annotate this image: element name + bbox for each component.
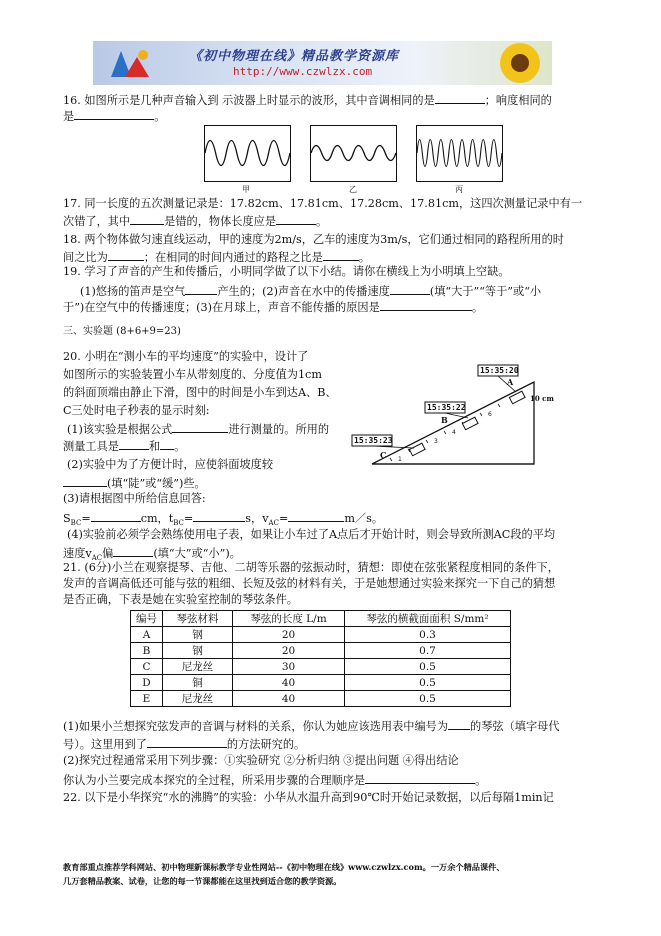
q18-line1: 18. 两个物体做匀速直线运动，甲的速度为2m/s，乙车的速度为3m/s，它们通过相同的路程所用的时	[63, 233, 564, 246]
q19-text-d: 于”)在空气中的传播速度；(3)在月球上，声音不能传播的原因是	[63, 301, 380, 314]
q20-line2: 如图所示的实验装置小车从带刻度的、分度值为1cm	[63, 368, 322, 381]
footer-line2: 几万套精品教案、试卷，让您的每一节课都能在这里找到适合您的教学资源。	[63, 876, 342, 886]
q21-blank-strings[interactable]	[448, 718, 470, 730]
svg-text:3: 3	[434, 438, 438, 445]
q19-text-c: (填“大于”“等于”或“小	[429, 285, 542, 298]
q20-line5	[67, 421, 329, 437]
svg-text:4: 4	[452, 429, 456, 436]
q17-text-b: 是错的，物体长度应是	[164, 215, 277, 228]
q16-text-end: ；响度相同的	[484, 94, 552, 107]
q20-line8	[63, 475, 206, 491]
q21-p4-text: 你认为小兰要完成本探究的全过程，所采用步骤的合理顺序是	[63, 774, 366, 787]
q20-text-6b: 和	[148, 440, 161, 453]
cell-area: 0.5	[345, 691, 511, 707]
q20-blank-vac[interactable]	[288, 510, 344, 522]
cell-id: B	[131, 643, 163, 659]
q20-blank-sbc[interactable]	[91, 510, 141, 522]
q20-blank-formula[interactable]	[172, 421, 228, 433]
q20-blank-tool1[interactable]	[119, 438, 149, 450]
cell-area: 0.5	[345, 659, 511, 675]
cell-material: 钢	[163, 643, 233, 659]
q21-p2	[63, 736, 305, 752]
time-b: 15:35:22	[427, 403, 466, 412]
q19-line1: 19. 学习了声音的产生和传播后，小明同学做了以下小结。请你在横线上为小明填上空缺。	[63, 265, 510, 278]
cell-material: 铜	[163, 675, 233, 691]
q19-line2	[80, 283, 541, 299]
q20-v-label: s，v	[245, 512, 269, 525]
footer-line1: 教育部重点推荐学科网站、初中物理新课标教学专业性网站--《初中物理在线》www.czwlzx.com。一万余个精品课件、	[63, 862, 505, 872]
q20-text-5a: (1)该实验是根据公式	[67, 423, 173, 436]
wave-label-jia: 甲	[242, 185, 250, 194]
q20-eq3: =	[278, 512, 289, 525]
table-header-row	[131, 611, 511, 627]
banner-title: 《初中物理在线》精品教学资源库	[189, 49, 400, 64]
q20-eq1: =	[81, 512, 91, 525]
header-cell: 琴弦的长度 L/m	[233, 611, 345, 627]
q18-text-a: 间之比为	[63, 251, 108, 264]
cell-length: 30	[233, 659, 345, 675]
q20-blank-tbc[interactable]	[193, 510, 245, 522]
header-cell: 琴弦的横截面面积 S/mm²	[345, 611, 511, 627]
q20-v-sub: AC	[268, 519, 279, 528]
waveform-bing	[416, 125, 503, 182]
q19-line3	[63, 299, 483, 315]
time-a: 15:35:20	[480, 366, 519, 375]
ramp-unit: 10 cm	[530, 394, 554, 403]
table-row	[131, 675, 511, 691]
q20-text-12d: (填“大”或“小”)。	[153, 547, 241, 560]
q20-t-label: cm，t	[140, 512, 174, 525]
sunflower-icon	[488, 41, 552, 85]
cell-length: 40	[233, 675, 345, 691]
cell-id: C	[131, 659, 163, 675]
header-banner	[93, 41, 552, 85]
label-a: A	[507, 377, 514, 387]
q20-text-12c: 偏	[102, 547, 114, 560]
time-c: 15:35:23	[354, 436, 393, 445]
q17-blank-wrong[interactable]	[130, 213, 164, 225]
q21-p3: (2)探究过程通常采用下列步骤：①实验研究 ②分析归纳 ③提出问题 ④得出结论	[63, 754, 459, 767]
q19-text-a: (1)悠扬的笛声是空气	[80, 285, 186, 298]
q16-blank-loudness[interactable]	[74, 108, 154, 120]
q21-p1-text: (1)如果小兰想探究弦发声的音调与材料的关系，你认为她应该选用表中编号为	[63, 720, 449, 733]
q20-blank-tool2[interactable]	[160, 438, 174, 450]
q20-line3: 的斜面顶端由静止下滑，图中的时间是小车到达A、B、	[63, 386, 337, 399]
q20-text-8: (填“陡”或“缓”)些。	[107, 477, 206, 490]
q18-line2	[63, 249, 370, 265]
waveform-yi	[310, 125, 397, 182]
q20-unit: m／s。	[344, 512, 384, 525]
q16-text2-end: 。	[154, 110, 166, 123]
q16-line2	[63, 108, 165, 124]
q17-line1: 17. 同一长度的五次测量记录是：17.82cm、17.81cm、17.28cm、17.81cm，这四次测量记录中有一	[63, 197, 583, 210]
q21-blank-order[interactable]	[365, 772, 475, 784]
header-cell: 琴弦材料	[163, 611, 233, 627]
svg-text:1: 1	[398, 456, 402, 463]
q20-text-5b: 进行测量的。所用的	[228, 423, 330, 436]
q17-text-c: 。	[316, 215, 328, 228]
section-title: 三、实验题 (8+6+9=23)	[63, 326, 181, 337]
q20-line1: 20. 小明在“测小车的平均速度”的实验中，设计了	[63, 350, 309, 363]
q20-t-sub: BC	[173, 519, 184, 528]
q21-line1: 21. (6分)小兰在观察提琴、吉他、二胡等乐器的弦振动时，猜想：即使在弦张紧程度相同的条件下，	[63, 561, 559, 574]
q21-p4	[63, 772, 486, 788]
cell-length: 20	[233, 643, 345, 659]
cell-length: 20	[233, 627, 345, 643]
table-row	[131, 659, 511, 675]
cell-length: 40	[233, 691, 345, 707]
q21-p1	[63, 718, 560, 734]
q19-blank-vibration[interactable]	[185, 283, 217, 295]
q20-text-6c: 。	[174, 440, 186, 453]
table-row	[131, 627, 511, 643]
q19-text-b: 产生的；(2)声音在水中的传播速度	[217, 285, 390, 298]
logo-icon	[103, 45, 163, 83]
q20-s-label: S	[63, 512, 71, 525]
cell-material: 尼龙丝	[163, 659, 233, 675]
q20-vac-label: 速度v	[63, 547, 92, 560]
q21-p4-end: 。	[475, 774, 487, 787]
q21-p1-end: 的琴弦（填字母代	[470, 720, 560, 733]
cell-id: E	[131, 691, 163, 707]
wave-label-yi: 乙	[349, 185, 357, 194]
cell-material: 钢	[163, 627, 233, 643]
q20-line11: (4)实验前必须学会熟练使用电子表，如果让小车过了A点后才开始计时，则会导致所测AC段的平均	[67, 528, 556, 541]
q16-text: 16. 如图所示是几种声音输入到 示波器上时显示的波形，其中音调相同的是	[63, 94, 435, 107]
q20-blank-slope[interactable]	[63, 475, 107, 487]
q21-line3: 是否正确，下表是她在实验室控制的琴弦条件。	[63, 593, 298, 606]
q20-s-sub: BC	[70, 519, 82, 528]
label-b: B	[441, 415, 448, 425]
q18-blank-time[interactable]	[108, 249, 144, 261]
label-c: C	[380, 450, 387, 460]
q17-text-a: 次错了，其中	[63, 215, 131, 228]
strings-table	[130, 610, 511, 707]
cell-area: 0.3	[345, 627, 511, 643]
q20-vac-sub: AC	[91, 554, 103, 563]
q17-blank-length[interactable]	[276, 213, 316, 225]
q21-line2: 发声的音调高低还可能与弦的粗细、长短及弦的材料有关，于是她想通过实验来探究一下自己的猜想	[63, 577, 556, 590]
q19-blank-speed[interactable]	[390, 283, 430, 295]
q21-p2-text: 号）。这里用到了	[63, 738, 147, 751]
table-row	[131, 691, 511, 707]
q18-text-c: 。	[358, 251, 370, 264]
wave-label-bing: 丙	[455, 185, 463, 194]
q18-text-b: ；在相同的时间内通过的路程之比是	[143, 251, 323, 264]
q20-line7: (2)实验中为了方便计时，应使斜面坡度较	[67, 458, 274, 471]
q17-line2	[63, 213, 327, 229]
q20-text-6a: 测量工具是	[63, 440, 119, 453]
q19-blank-reason[interactable]	[380, 299, 472, 311]
q21-p2-end: 的方法研究的。	[226, 738, 306, 751]
cell-material: 尼龙丝	[163, 691, 233, 707]
q20-eq2: =	[183, 512, 194, 525]
q22-line1: 22. 以下是小华探究“水的沸腾”的实验：小华从水温升高到90℃时开始记录数据，以后每隔1min记	[63, 791, 554, 804]
q16-blank-pitch[interactable]	[435, 92, 485, 104]
cell-area: 0.7	[345, 643, 511, 659]
q16-text2: 是	[63, 110, 75, 123]
q21-blank-method[interactable]	[147, 736, 227, 748]
banner-url[interactable]: http://www.czwlzx.com	[233, 65, 373, 78]
table-row	[131, 643, 511, 659]
waveform-jia	[204, 125, 291, 182]
header-cell: 编号	[131, 611, 163, 627]
q20-blank-bias[interactable]	[113, 545, 153, 557]
cell-id: A	[131, 627, 163, 643]
q20-line6	[63, 438, 185, 454]
cell-id: D	[131, 675, 163, 691]
q20-line9: (3)请根据图中所给信息回答:	[63, 492, 206, 505]
q20-line4: C三处时电子秒表的显示时刻:	[63, 404, 210, 417]
cell-area: 0.5	[345, 675, 511, 691]
q16-line1	[63, 92, 552, 108]
svg-text:6: 6	[488, 411, 492, 418]
q18-blank-distance[interactable]	[323, 249, 359, 261]
q19-text-e: 。	[471, 301, 484, 314]
